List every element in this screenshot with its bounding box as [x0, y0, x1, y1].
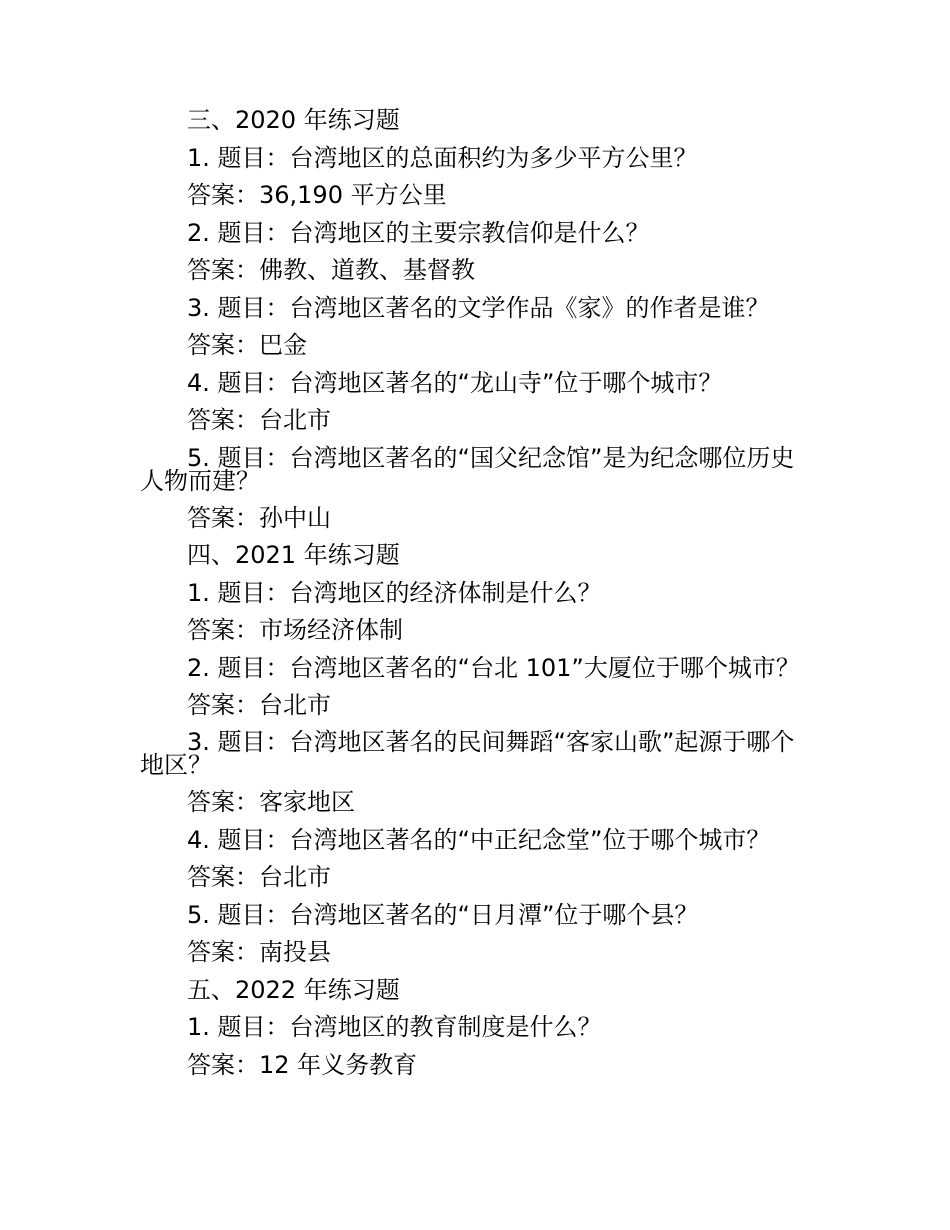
answer-text: 答案：孙中山 — [187, 503, 331, 532]
question-text: 1. 题目：台湾地区的教育制度是什么？ — [187, 1013, 602, 1041]
section-heading: 四、2021 年练习题 — [187, 541, 400, 569]
answer-text: 答案：12 年义务教育 — [187, 1050, 418, 1079]
question-text: 4. 题目：台湾地区著名的“龙山寺”位于哪个城市？ — [187, 368, 723, 397]
question-text: 3. 题目：台湾地区著名的民间舞蹈“客家山歌”起源于哪个地区？ — [140, 728, 795, 779]
answer-text: 答案：市场经济体制 — [187, 616, 403, 644]
answer-text: 答案：佛教、道教、基督教 — [187, 256, 475, 284]
question-text: 1. 题目：台湾地区的经济体制是什么？ — [187, 578, 602, 607]
document-body — [140, 102, 812, 1084]
question-text: 5. 题目：台湾地区著名的“国父纪念馆”是为纪念哪位历史人物而建？ — [140, 443, 795, 495]
question-text: 3. 题目：台湾地区著名的文学作品《家》的作者是谁？ — [187, 293, 770, 322]
question-text: 2. 题目：台湾地区著名的“台北 101”大厦位于哪个城市？ — [187, 653, 800, 682]
section-heading: 五、2022 年练习题 — [187, 975, 400, 1004]
section-heading: 三、2020 年练习题 — [187, 106, 400, 134]
answer-text: 答案：南投县 — [187, 938, 331, 966]
answer-text: 答案：台北市 — [187, 406, 331, 434]
answer-text: 答案：36,190 平方公里 — [187, 181, 447, 209]
question-text: 2. 题目：台湾地区的主要宗教信仰是什么？ — [187, 218, 650, 247]
answer-text: 答案：台北市 — [187, 690, 331, 719]
question-text: 1. 题目：台湾地区的总面积约为多少平方公里？ — [187, 143, 698, 172]
question-text: 4. 题目：台湾地区著名的“中正纪念堂”位于哪个城市？ — [187, 825, 771, 854]
answer-text: 答案：巴金 — [187, 331, 307, 359]
answer-text: 答案：客家地区 — [187, 788, 355, 816]
question-text: 5. 题目：台湾地区著名的“日月潭”位于哪个县？ — [187, 900, 699, 929]
answer-text: 答案：台北市 — [187, 863, 331, 891]
